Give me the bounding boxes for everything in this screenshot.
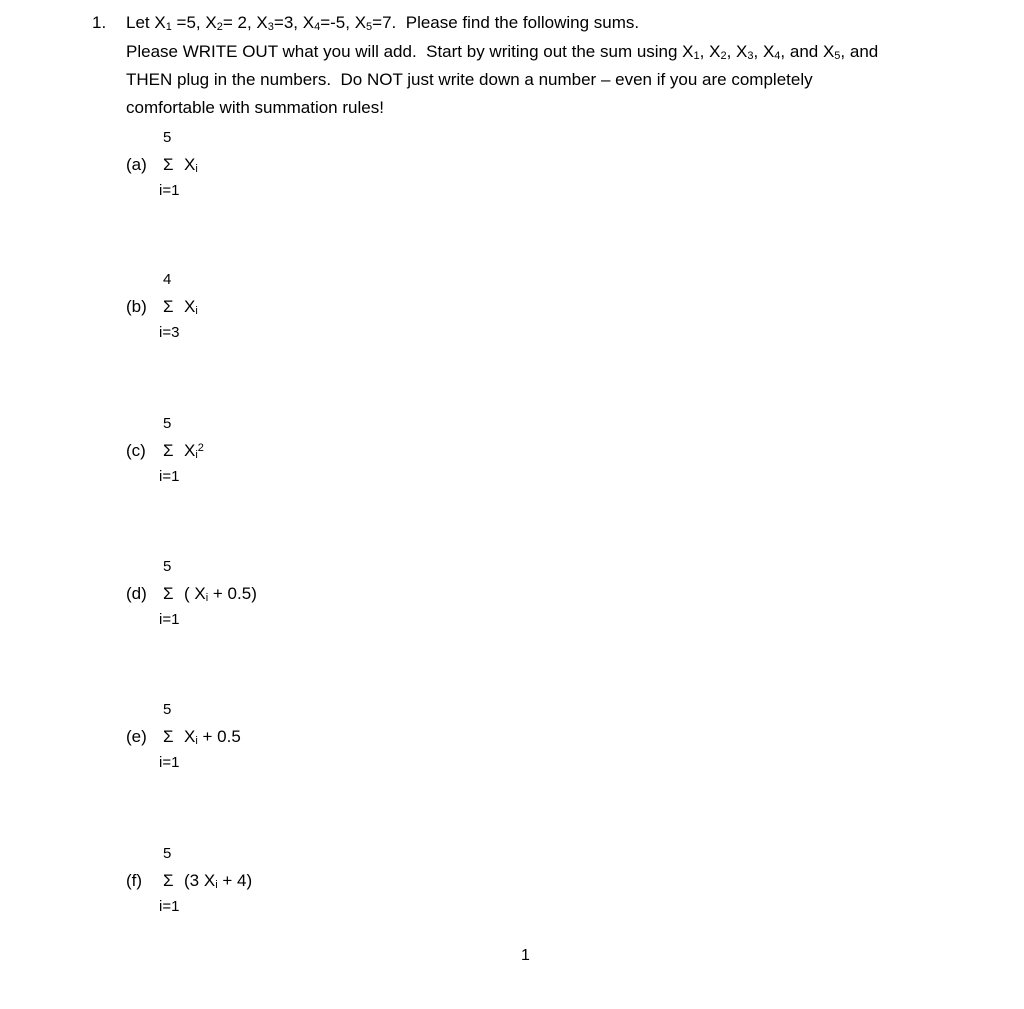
- summand-expression: $X_i^2$: [184, 441, 204, 461]
- lower-limit: i=1: [159, 182, 180, 199]
- upper-limit: 5: [163, 415, 172, 432]
- lower-limit: i=1: [159, 468, 180, 485]
- sigma-symbol: Σ: [163, 297, 174, 316]
- upper-limit: 5: [163, 701, 172, 718]
- part-label: (d): [126, 584, 147, 603]
- summand-expression: $X_i$: [184, 297, 198, 317]
- part-label: (e): [126, 727, 147, 746]
- part-label: (c): [126, 441, 146, 460]
- part-label: (b): [126, 297, 147, 316]
- upper-limit: 5: [163, 129, 172, 146]
- part-e: [126, 701, 526, 791]
- upper-limit: 5: [163, 558, 172, 575]
- sigma-symbol: Σ: [163, 584, 174, 603]
- instruction-line-2: Please WRITE OUT what you will add. Start by writing out the sum using $X_1$, $X_2$, $X_3$, $X_4$, and $X_5$, and: [126, 42, 879, 62]
- instruction-line-4: comfortable with summation rules!: [126, 98, 384, 117]
- sigma-symbol: Σ: [163, 441, 174, 460]
- part-label: (a): [126, 155, 147, 174]
- sigma-symbol: Σ: [163, 727, 174, 746]
- upper-limit: 4: [163, 271, 172, 288]
- question-number: 1.: [92, 13, 107, 32]
- lower-limit: i=1: [159, 611, 180, 628]
- summand-expression: $X_i$: [184, 155, 198, 175]
- sigma-symbol: Σ: [163, 871, 174, 890]
- question-intro: Let $X_1 =5$, $X_2= 2$, $X_3=3$, $X_4=-5$, $X_5=7$. Please find the following sums.: [126, 13, 640, 33]
- part-label: (f): [126, 871, 143, 890]
- lower-limit: i=1: [159, 898, 180, 915]
- part-f: [126, 845, 526, 935]
- part-c: [126, 415, 526, 505]
- part-b: [126, 271, 526, 361]
- summand-expression: ( $X_i + 0.5$): [184, 584, 257, 604]
- part-a: [126, 129, 526, 219]
- summand-expression: $X_i + 0.5$: [184, 727, 241, 747]
- part-d: [126, 558, 526, 648]
- lower-limit: i=3: [159, 324, 180, 341]
- summand-expression: (3 $X_i + 4$): [184, 871, 253, 891]
- lower-limit: i=1: [159, 754, 180, 771]
- sigma-symbol: Σ: [163, 155, 174, 174]
- instruction-line-3: THEN plug in the numbers. Do NOT just write down a number – even if you are completely: [126, 70, 813, 89]
- upper-limit: 5: [163, 845, 172, 862]
- page-number: 1: [521, 947, 530, 964]
